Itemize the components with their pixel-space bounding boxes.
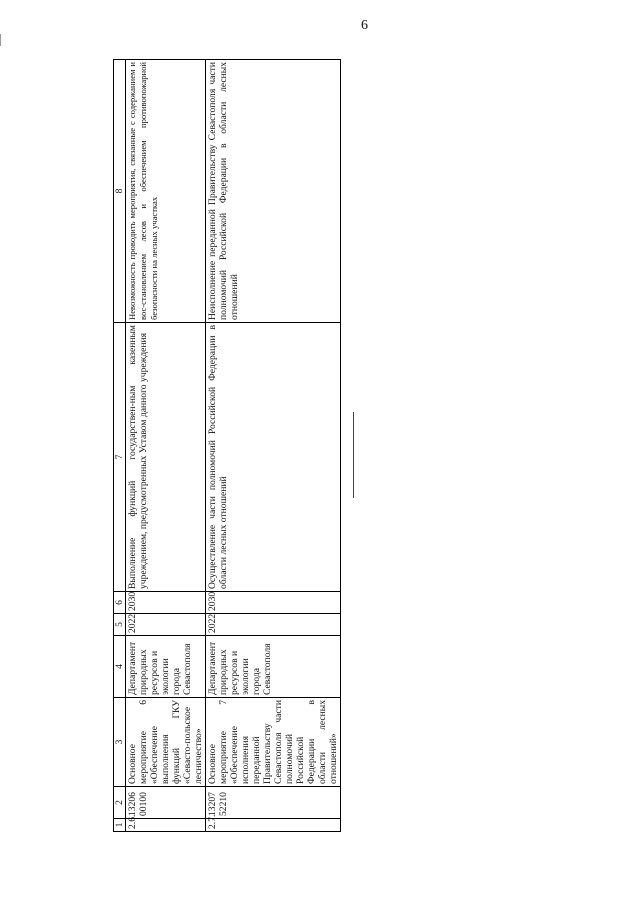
non-implementation-consequence: Неисполнение переданной Правительству Севастополя части полномочий Российской Федерации в области лесных отношений <box>206 60 341 323</box>
column-header: 5 <box>114 614 126 636</box>
column-header: 6 <box>114 592 126 614</box>
end-year: 2030 <box>206 592 341 614</box>
budget-code: 13206 00100 <box>126 787 206 819</box>
column-header: 2 <box>114 787 126 819</box>
non-implementation-consequence: Невозможность проводить мероприятия, связанные с содержанием и вос-становлением лесов и обеспечением противопожарной безопасности на лесных участках <box>126 60 206 323</box>
expected-result: Выполнение функций государствен-ным казенным учреждением, предусмотренных Уставом данного учреждения <box>126 323 206 592</box>
measure-name: Основное мероприятие 7 «Обеспечение исполнения переданной Правительству Севастополя части полномочий Российской Федерации в области лесных отношений» <box>206 698 341 787</box>
column-header: 1 <box>114 819 126 832</box>
header-row <box>114 60 126 832</box>
row-number: 2.6. <box>126 819 206 832</box>
page-number: 6 <box>361 18 368 33</box>
measures-table <box>113 59 341 832</box>
budget-code: 13207 52210 <box>206 787 341 819</box>
rotated-table-container <box>113 60 339 832</box>
row-number: 2.7. <box>206 819 341 832</box>
separator-line <box>353 412 354 498</box>
table-row <box>206 60 341 832</box>
executor: Департамент природных ресурсов и экологии города Севастополя <box>206 636 341 698</box>
start-year: 2022 <box>126 614 206 636</box>
column-header: 4 <box>114 636 126 698</box>
end-year: 2030 <box>126 592 206 614</box>
column-header: 3 <box>114 698 126 787</box>
executor: Департамент природных ресурсов и экологии города Севастополя <box>126 636 206 698</box>
start-year: 2022 <box>206 614 341 636</box>
margin-mark <box>0 34 1 46</box>
table-row <box>126 60 206 832</box>
column-header: 7 <box>114 323 126 592</box>
column-header: 8 <box>114 60 126 323</box>
measure-name: Основное мероприятие 6 «Обеспечение выполнения функций ГКУ «Севасто-польское лесничество» <box>126 698 206 787</box>
expected-result: Осуществление части полномочий Российской Федерации в области лесных отношений <box>206 323 341 592</box>
